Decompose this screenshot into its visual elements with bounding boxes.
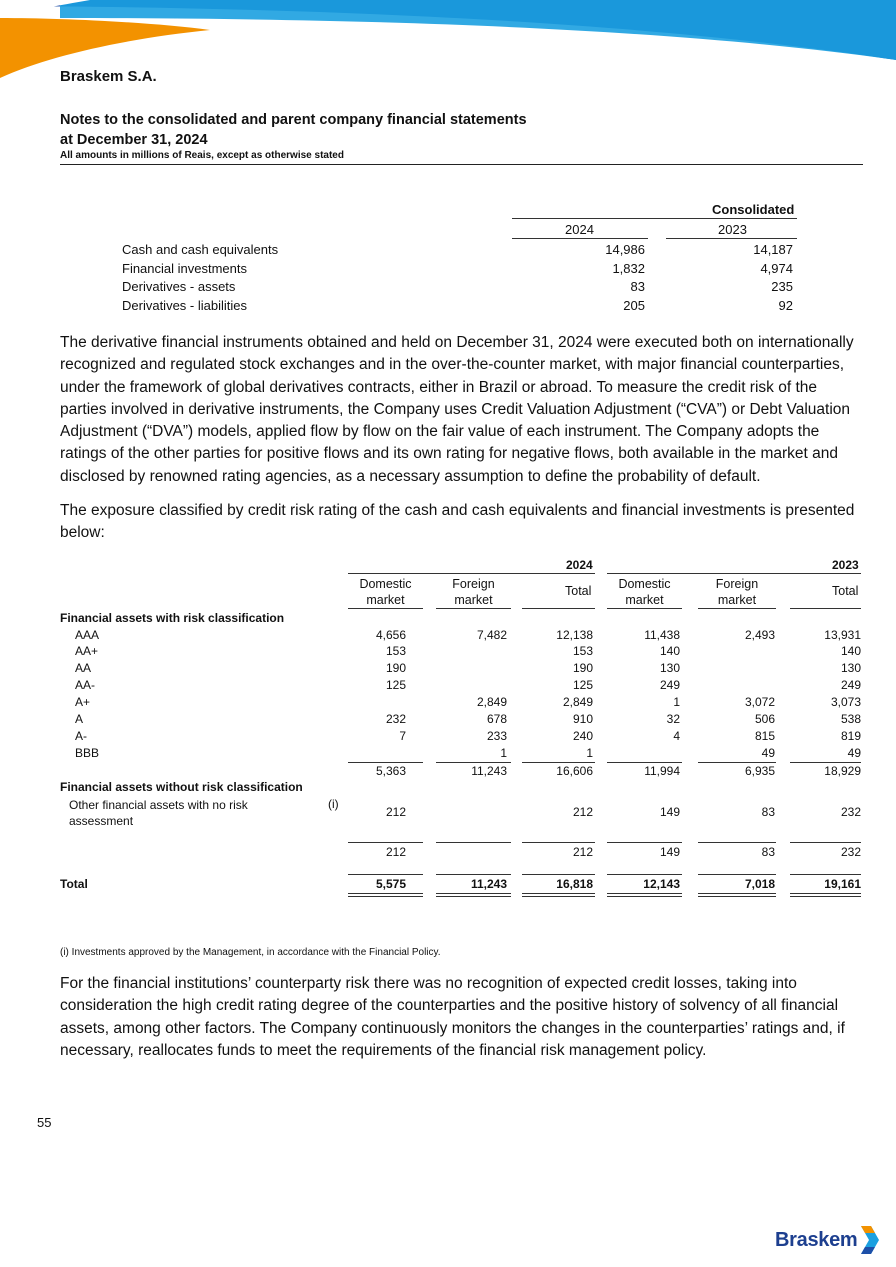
summary-col-2024: 2024 <box>565 222 594 237</box>
total-cell: 11,243 <box>470 877 507 891</box>
total-double-line <box>790 893 861 894</box>
summary-row-value: 14,986 <box>605 242 645 257</box>
table-cell: 190 <box>572 661 593 675</box>
total-cell: 12,143 <box>643 877 680 891</box>
subtotal-cell: 232 <box>840 845 861 859</box>
other-assets-label: Other financial assets with no risk assessment <box>69 798 248 828</box>
summary-row-label: Financial investments <box>122 261 247 276</box>
total-cell: 16,818 <box>556 877 593 891</box>
subtotal-line <box>522 762 595 763</box>
section-with-risk: Financial assets with risk classification <box>60 611 285 625</box>
paragraph-counterparty-risk: For the financial institutions’ counterparty risk there was no recognition of expected credit losses, taking into consideration the high credit rating degree of the counterparties and the positive history of solvency of all financial assets, among other factors. The Company continuously monitors the changes in the counterparties’ ratings and, if necessary, reallocates funds to meet the requirements of the financial risk management policy. <box>60 975 845 1059</box>
col-foreign-2024: Foreign market <box>452 577 495 607</box>
subtotal-cell: 149 <box>659 845 680 859</box>
total-line <box>348 874 423 875</box>
table-cell: 3,072 <box>744 695 775 709</box>
summary-row-value: 4,974 <box>760 261 793 276</box>
table-cell: 7,482 <box>476 628 507 642</box>
footnote: (i) Investments approved by the Management, in accordance with the Financial Policy. <box>60 947 441 958</box>
page-subtitle: All amounts in millions of Reais, except as otherwise stated <box>60 150 344 161</box>
year-underline-2023 <box>607 573 861 574</box>
total-cell: 7,018 <box>744 877 775 891</box>
total-cell: 19,161 <box>824 877 861 891</box>
table-cell: 149 <box>659 805 680 819</box>
col-underline <box>698 608 776 609</box>
table-cell: 232 <box>385 712 406 726</box>
subtotal-cell: 11,243 <box>471 764 507 778</box>
table-cell: 32 <box>666 712 680 726</box>
col-total-2023: Total <box>832 584 859 598</box>
total-double-line <box>348 893 423 894</box>
subtotal-line <box>698 842 776 843</box>
subtotal-cell: 83 <box>761 845 775 859</box>
risk-year-2024: 2024 <box>566 558 593 572</box>
logo-chevron-icon <box>859 1224 881 1256</box>
table-cell: 140 <box>840 644 861 658</box>
summary-row-label: Derivatives - assets <box>122 279 236 294</box>
table-cell: 2,849 <box>562 695 593 709</box>
total-line <box>790 874 861 875</box>
summary-group-header: Consolidated <box>712 202 795 217</box>
subtotal-line <box>348 842 423 843</box>
summary-row-value: 235 <box>771 279 793 294</box>
total-line <box>698 874 776 875</box>
summary-row-value: 83 <box>630 279 645 294</box>
summary-row-value: 14,187 <box>753 242 793 257</box>
risk-year-2023: 2023 <box>832 558 859 572</box>
subtotal-line <box>522 842 595 843</box>
subtotal-cell: 6,935 <box>744 764 775 778</box>
rating-label: AA+ <box>75 644 99 658</box>
total-line <box>607 874 682 875</box>
rating-label: A+ <box>75 695 91 709</box>
table-cell: 140 <box>659 644 680 658</box>
braskem-logo <box>775 1224 881 1256</box>
col-domestic-2024: Domestic market <box>359 577 412 607</box>
total-double-line <box>436 893 511 894</box>
paragraph-derivatives: The derivative financial instruments obtained and held on December 31, 2024 were executed both on internationally recognized and regulated stock exchanges and in the over-the-counter market, with major financial counterparties, under the framework of global derivatives contracts, either in Brazil or abroad. To measure the credit risk of the parties involved in derivative instruments, the Company uses Credit Valuation Adjustment (“CVA”) or Debt Valuation Adjustment (“DVA”) models, applied flow by flow on the fair value of each instrument. The Company adopts the ratings of the other parties for positive flows and its own rating for negative flows, both available in the market and disclosed by renowned rating agencies, as a necessary assumption to define the probability of default. <box>60 334 854 485</box>
rating-label: A <box>75 712 84 726</box>
table-cell: 1 <box>500 746 507 760</box>
subtotal-cell: 212 <box>385 845 406 859</box>
table-cell: 212 <box>572 805 593 819</box>
table-cell: 12,138 <box>556 628 593 642</box>
table-cell: 13,931 <box>824 628 861 642</box>
col-underline <box>348 608 423 609</box>
table-cell: 125 <box>385 678 406 692</box>
company-name: Braskem S.A. <box>60 68 157 85</box>
total-label: Total <box>60 877 88 891</box>
summary-col-2023: 2023 <box>718 222 747 237</box>
summary-row-label: Cash and cash equivalents <box>122 242 279 257</box>
rating-label: BBB <box>75 746 100 760</box>
table-cell: 11,438 <box>644 628 680 642</box>
table-cell: 3,073 <box>830 695 861 709</box>
subtotal-line <box>348 762 423 763</box>
col-underline <box>522 608 595 609</box>
total-double-line <box>607 893 682 894</box>
col-underline <box>436 608 511 609</box>
table-cell: 212 <box>385 805 406 819</box>
other-assets-note: (i) <box>328 797 339 811</box>
table-cell: 4 <box>673 729 680 743</box>
rating-label: AAA <box>75 628 100 642</box>
total-double-line <box>698 893 776 894</box>
total-line <box>436 874 511 875</box>
table-cell: 125 <box>572 678 593 692</box>
table-cell: 153 <box>385 644 406 658</box>
table-cell: 819 <box>840 729 861 743</box>
subtotal-cell: 16,606 <box>556 764 593 778</box>
total-double-line <box>522 896 595 897</box>
table-cell: 153 <box>572 644 593 658</box>
table-cell: 1 <box>673 695 680 709</box>
table-cell: 678 <box>486 712 507 726</box>
rating-label: AA <box>75 661 92 675</box>
page-number: 55 <box>37 1115 52 1130</box>
table-cell: 240 <box>572 729 593 743</box>
total-line <box>522 874 595 875</box>
summary-row-value: 205 <box>623 298 645 313</box>
table-cell: 1 <box>586 746 593 760</box>
table-cell: 49 <box>847 746 861 760</box>
col-underline <box>607 608 682 609</box>
col-domestic-2023: Domestic market <box>618 577 671 607</box>
subtotal-cell: 5,363 <box>375 764 406 778</box>
page-title-line2: at December 31, 2024 <box>60 132 208 148</box>
table-cell: 130 <box>840 661 861 675</box>
summary-row-value: 92 <box>778 298 793 313</box>
subtotal-cell: 212 <box>572 845 593 859</box>
subtotal-line <box>698 762 776 763</box>
subtotal-cell: 18,929 <box>824 764 861 778</box>
subtotal-line <box>607 762 682 763</box>
table-cell: 910 <box>572 712 593 726</box>
year-underline-2024 <box>348 573 595 574</box>
logo-text: Braskem <box>775 1228 858 1251</box>
col-foreign-2023: Foreign market <box>715 577 759 607</box>
total-double-line <box>698 896 776 897</box>
subtotal-line <box>607 842 682 843</box>
total-cell: 5,575 <box>375 877 406 891</box>
total-double-line <box>790 896 861 897</box>
col-total-2024: Total <box>565 584 592 598</box>
paragraph-exposure: The exposure classified by credit risk rating of the cash and cash equivalents and financial investments is presented below: <box>60 502 855 542</box>
table-cell: 83 <box>761 805 775 819</box>
subtotal-line <box>436 762 511 763</box>
subtotal-line <box>790 842 861 843</box>
total-double-line <box>348 896 423 897</box>
subtotal-cell: 11,994 <box>644 764 680 778</box>
rating-label: A- <box>75 729 87 743</box>
table-cell: 815 <box>754 729 775 743</box>
table-cell: 190 <box>385 661 406 675</box>
table-cell: 249 <box>659 678 680 692</box>
total-double-line <box>436 896 511 897</box>
table-cell: 233 <box>486 729 507 743</box>
table-cell: 249 <box>840 678 861 692</box>
rating-label: AA- <box>75 678 96 692</box>
table-cell: 4,656 <box>375 628 406 642</box>
table-cell: 130 <box>659 661 680 675</box>
total-double-line <box>522 893 595 894</box>
col-underline <box>790 608 861 609</box>
table-cell: 2,849 <box>476 695 507 709</box>
table-cell: 232 <box>840 805 861 819</box>
summary-row-value: 1,832 <box>612 261 645 276</box>
total-double-line <box>607 896 682 897</box>
table-cell: 538 <box>840 712 861 726</box>
table-cell: 506 <box>754 712 775 726</box>
table-cell: 7 <box>399 729 406 743</box>
subtotal-line <box>790 762 861 763</box>
summary-row-label: Derivatives - liabilities <box>122 298 247 313</box>
page-title-line1: Notes to the consolidated and parent company financial statements <box>60 112 527 128</box>
table-cell: 49 <box>761 746 775 760</box>
subtotal-line <box>436 842 511 843</box>
section-without-risk: Financial assets without risk classification <box>60 780 303 794</box>
table-cell: 2,493 <box>744 628 775 642</box>
